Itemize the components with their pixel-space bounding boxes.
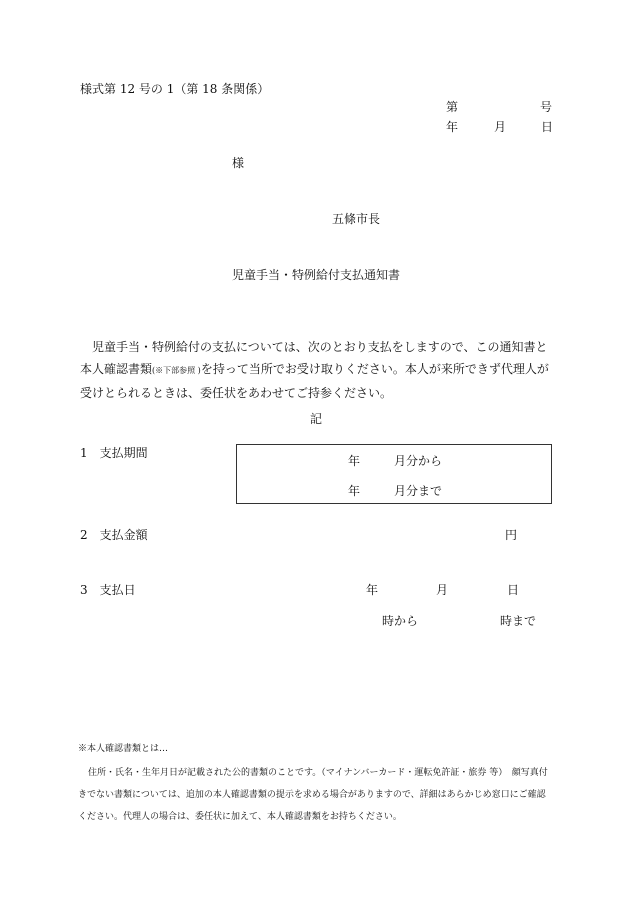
note-text: 住所・氏名・生年月日が記載された公的書類のことです。（マイナンバーカード・運転免許証・旅券 等） 顔写真付きでない書類については、追加の本人確認書類の提示を求める場合がありますので、詳細はあらかじめ窓口にご確認ください。代理人の場合は、委任状に加えて、本人確認書類をお持ちください。 <box>78 768 548 822</box>
payment-date-year: 年 <box>366 583 379 597</box>
period-to-year: 年 <box>348 484 361 498</box>
payment-period-label: 1 支払期間 <box>80 446 148 460</box>
payment-date-month: 月 <box>436 583 449 597</box>
issue-date-day: 日 <box>541 120 554 134</box>
body-text-part-1: 児童手当・特例給付の支払については、次のとおり支払をしますので、この通知書と本人確認書類 <box>80 340 548 376</box>
ki-heading: 記 <box>310 412 323 426</box>
payment-time-from: 時から <box>382 614 419 628</box>
payment-date-day: 日 <box>507 583 520 597</box>
note-heading: ※本人確認書類とは… <box>78 744 169 754</box>
issue-date-month: 月 <box>494 120 507 134</box>
document-number-suffix: 号 <box>540 100 553 114</box>
period-from-year: 年 <box>348 454 361 468</box>
period-to-month: 月分まで <box>394 484 443 498</box>
issuer-name: 五條市長 <box>332 212 381 226</box>
body-text-part-2: を持って当所でお受け取りください。本人が来所できず代理人が受けとられるときは、委任状をあわせてご持参ください。 <box>80 362 549 400</box>
period-from-month: 月分から <box>394 454 443 468</box>
payment-amount-label: 2 支払金額 <box>80 528 148 542</box>
addressee-suffix: 様 <box>232 156 245 170</box>
body-paragraph <box>80 336 552 404</box>
body-text-reference-note: (※下部参照 ) <box>152 366 201 375</box>
document-number-prefix: 第 <box>446 100 459 114</box>
payment-time-to: 時まで <box>500 614 537 628</box>
issue-date-year: 年 <box>446 120 459 134</box>
form-number: 様式第 12 号の 1（第 18 条関係） <box>80 82 270 96</box>
payment-amount-unit: 円 <box>505 528 518 542</box>
payment-date-label: 3 支払日 <box>80 583 136 597</box>
document-title: 児童手当・特例給付支払通知書 <box>232 268 401 282</box>
